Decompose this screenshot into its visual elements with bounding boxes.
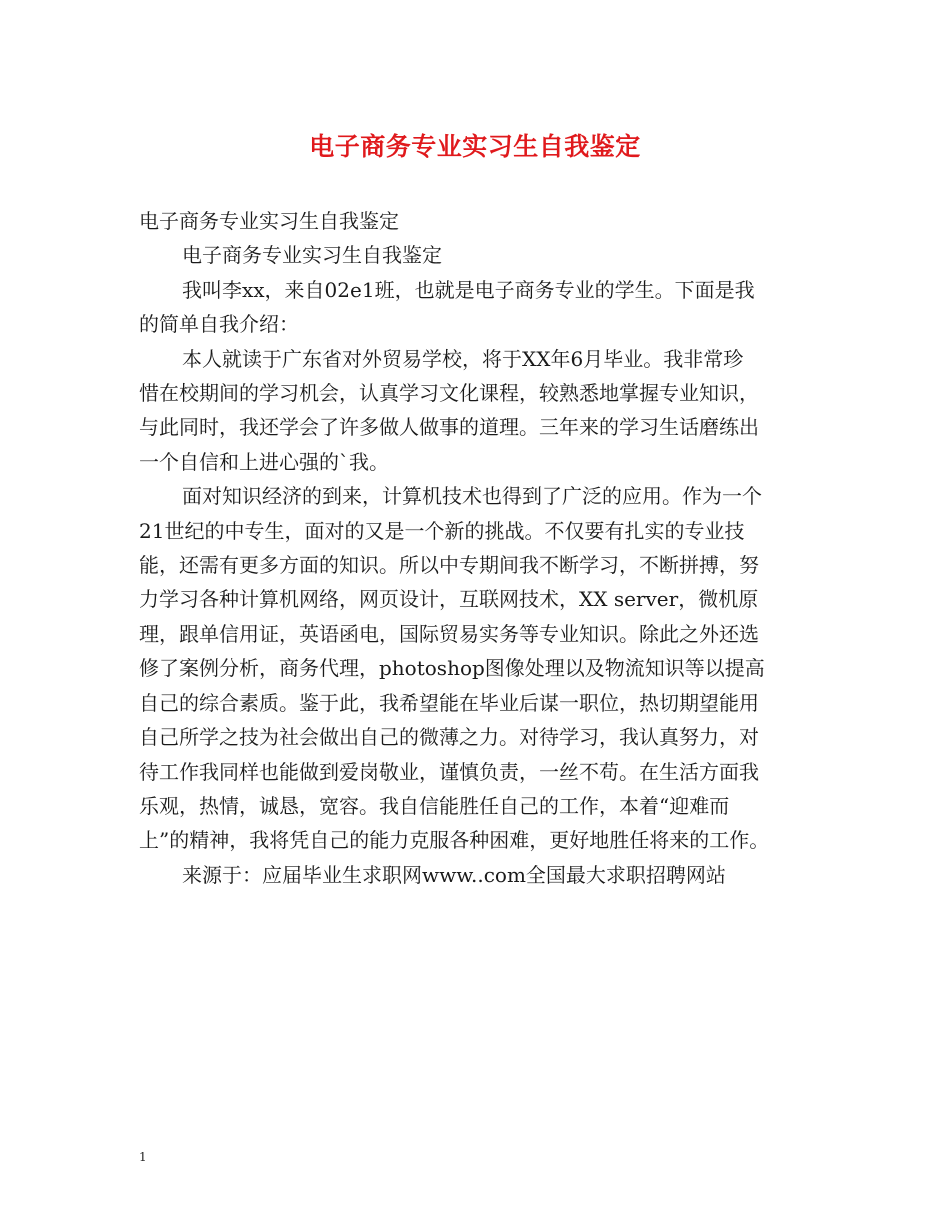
body-line: 本人就读于广东省对外贸易学校，将于XX年6月毕业。我非常珍 [182,346,744,371]
body-line: 乐观，热情，诚恳，宽容。我自信能胜任自己的工作，本着“迎难而 [139,793,730,818]
body-line: 我叫李xx，来自02e1班，也就是电子商务专业的学生。下面是我 [182,277,755,302]
body-line: 上”的精神，我将凭自己的能力克服各种困难，更好地胜任将来的工作。 [139,828,770,853]
body-line: 面对知识经济的到来，计算机技术也得到了广泛的应用。作为一个 [182,484,762,509]
body-line: 一个自信和上进心强的`我。 [139,449,389,474]
body-line: 电子商务专业实习生自我鉴定 [182,243,442,268]
body-line: 惜在校期间的学习机会，认真学习文化课程，较熟悉地掌握专业知识， [139,381,759,406]
body-line: 与此同时，我还学会了许多做人做事的道理。三年来的学习生话磨练出 [139,415,759,440]
body-line: 能，还需有更多方面的知识。所以中专期间我不断学习，不断拼搏，努 [139,553,759,578]
body-line: 理，跟单信用证，英语函电，国际贸易实务等专业知识。除此之外还选 [139,621,759,646]
document-body [139,204,829,892]
body-line: 的简单自我介绍： [139,312,299,337]
body-line: 自己所学之技为社会做出自己的微薄之力。对待学习，我认真努力，对 [139,725,759,750]
heading-line: 电子商务专业实习生自我鉴定 [139,209,399,233]
body-line: 力学习各种计算机网络，网页设计，互联网技术，XX server，微机原 [139,587,759,612]
body-line: 自己的综合素质。鉴于此，我希望能在毕业后谋一职位，热切期望能用 [139,690,759,715]
body-line: 待工作我同样也能做到爱岗敬业，谨慎负责，一丝不苟。在生活方面我 [139,759,759,784]
body-line: 来源于：应届毕业生求职网www..com全国最大求职招聘网站 [182,862,726,887]
document-title: 电子商务专业实习生自我鉴定 [309,132,641,161]
body-line: 21世纪的中专生，面对的又是一个新的挑战。不仅要有扎实的专业技 [139,518,745,543]
body-line: 修了案例分析，商务代理，photoshop图像处理以及物流知识等以提高 [139,656,765,681]
page-number: 1 [139,1150,147,1164]
